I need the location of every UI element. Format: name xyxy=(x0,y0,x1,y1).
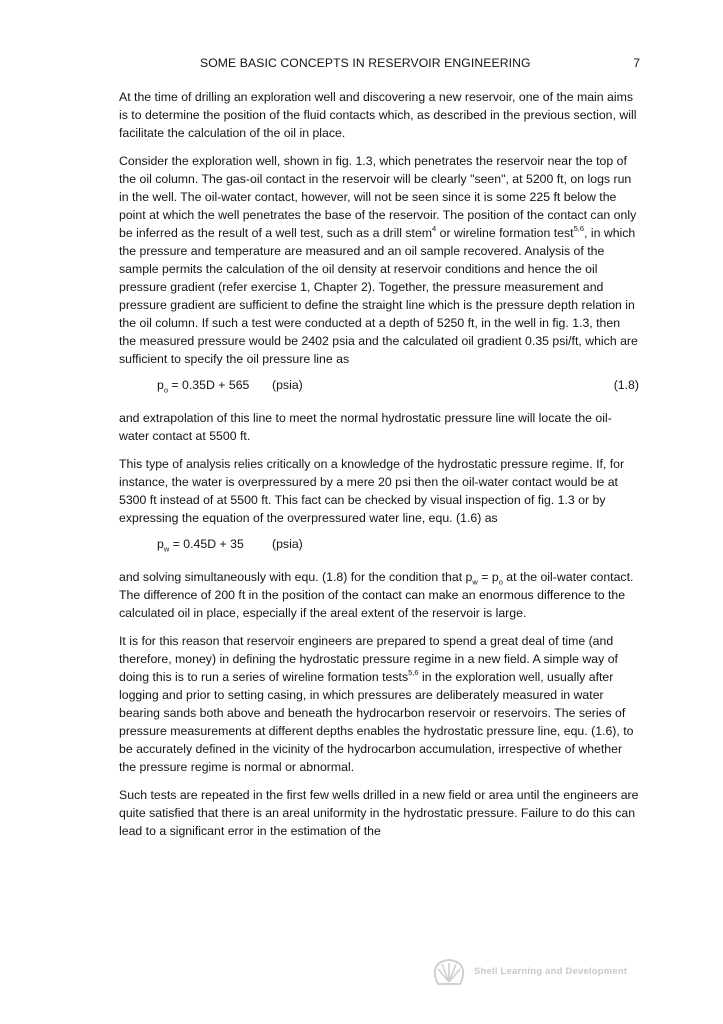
equation-unit: (psia) xyxy=(272,537,303,551)
equation-unit: (psia) xyxy=(272,378,303,392)
equation-expression: $p_w = 0.45D + 35$ xyxy=(157,537,244,554)
equation-1-8 xyxy=(119,375,639,395)
paragraph-3: and extrapolation of this line to meet the normal hydrostatic pressure line will locate the oil-water contact at 5500 ft. xyxy=(119,411,612,443)
reference-superscript: 5,6 xyxy=(408,667,419,677)
equation-water-line xyxy=(119,534,639,554)
paragraph-5: and solving simultaneously with equ. (1.8) for the condition that $p_w = p_o$ at the oil-water contact. The difference of 200 ft in the position of the contact can make an enormous difference to the calculated oil in place, especially if the areal extent of the reservoir is large. xyxy=(119,570,634,620)
shell-logo-icon xyxy=(432,958,466,986)
paragraph-4: This type of analysis relies critically on a knowledge of the hydrostatic pressure regime. If, for instance, the water is overpressured by a mere 20 psi then the oil-water contact would be at 5300 ft instead of at 5500 ft. This fact can be checked by visual inspection of fig. 1.3 or by expressing the equation of the overpressured water line, equ. (1.6) as xyxy=(119,457,625,525)
reference-superscript: 4 xyxy=(432,223,437,233)
equation-expression: $p_o = 0.35D + 565$ xyxy=(157,378,250,395)
reference-superscript: 5,6 xyxy=(573,223,585,233)
footer-brand xyxy=(432,958,642,986)
paragraph-7: Such tests are repeated in the first few wells drilled in a new field or area until the engineers are quite satisfied that there is an areal uniformity in the hydrostatic pressure. Failure to do this can lead to a significant error in the estimation of the xyxy=(119,788,639,838)
paragraph-2: Consider the exploration well, shown in fig. 1.3, which penetrates the reservoir near the top of the oil column. The gas-oil contact in the reservoir will be clearly "seen", at 5200 ft, on logs run in the well. The oil-water contact, however, will not be seen since it is some 225 ft below the point at which the well penetrates the base of the reservoir. The position of the contact can only be inferred as the result of a well test, such as a drill stem$^4$ or wireline formation test$^{5,6}$, in which the pressure and temperature are measured and an oil sample recovered. Analysis of the sample permits the calculation of the oil density at reservoir conditions and hence the oil pressure gradient (refer exercise 1, Chapter 2). Together, the pressure measurement and pressure gradient are sufficient to define the straight line which is the pressure depth relation in the oil column. If such a test were conducted at a depth of 5250 ft, in the well in fig. 1.3, then the measured pressure would be 2402 psia and the calculated oil gradient 0.35 psi/ft, which are sufficient to specify the oil pressure line as xyxy=(119,154,638,366)
equation-number: (1.8) xyxy=(613,378,639,392)
paragraph-1: At the time of drilling an exploration well and discovering a new reservoir, one of the main aims is to determine the position of the fluid contacts which, as described in the previous section, will facilitate the calculation of the oil in place. xyxy=(119,90,637,140)
brand-text: Shell Learning and Development xyxy=(474,966,628,977)
paragraph-6: It is for this reason that reservoir engineers are prepared to spend a great deal of time (and therefore, money) in defining the hydrostatic pressure regime in a new field. A simple way of doing this is to run a series of wireline formation tests$^{5,6}$ in the exploration well, usually after logging and prior to setting casing, in which pressures are deliberately measured in water bearing sands both above and beneath the hydrocarbon reservoir or reservoirs. The series of pressure measurements at different depths enables the hydrostatic pressure line, equ. (1.6), to be accurately defined in the vicinity of the hydrocarbon accumulation, irrespective of whether the pressure regime is normal or abnormal. xyxy=(119,634,634,774)
page-number: 7 xyxy=(633,56,640,70)
body-text xyxy=(119,88,639,850)
running-title: SOME BASIC CONCEPTS IN RESERVOIR ENGINEERING xyxy=(200,56,531,70)
page-header xyxy=(118,54,640,72)
